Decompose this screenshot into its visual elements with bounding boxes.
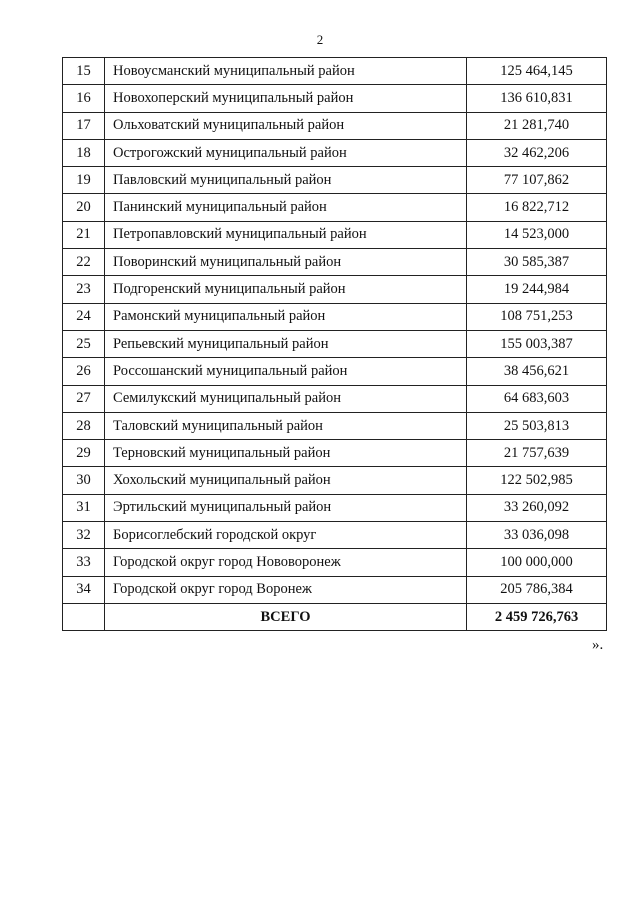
amount-value: 21 757,639 [467,440,607,467]
amount-value: 155 003,387 [467,330,607,357]
table-row [63,194,607,221]
amount-value: 64 683,603 [467,385,607,412]
municipality-name: Терновский муниципальный район [105,440,467,467]
amount-value: 125 464,145 [467,58,607,85]
municipality-name: Эртильский муниципальный район [105,494,467,521]
municipality-name: Подгоренский муниципальный район [105,276,467,303]
municipality-name: Хохольский муниципальный район [105,467,467,494]
row-number: 30 [63,467,105,494]
row-number: 16 [63,85,105,112]
municipality-name: Городской округ город Воронеж [105,576,467,603]
table-row [63,467,607,494]
table-row [63,58,607,85]
table-row [63,440,607,467]
municipality-name: Семилукский муниципальный район [105,385,467,412]
municipality-name: Ольховатский муниципальный район [105,112,467,139]
row-number: 24 [63,303,105,330]
municipality-name: Борисоглебский городской округ [105,522,467,549]
amount-value: 32 462,206 [467,139,607,166]
municipality-name: Новоусманский муниципальный район [105,58,467,85]
total-number-cell [63,603,105,630]
amount-value: 14 523,000 [467,221,607,248]
amount-value: 33 036,098 [467,522,607,549]
row-number: 23 [63,276,105,303]
amount-value: 25 503,813 [467,412,607,439]
amount-value: 21 281,740 [467,112,607,139]
row-number: 17 [63,112,105,139]
table-row [63,522,607,549]
municipality-name: Рамонский муниципальный район [105,303,467,330]
row-number: 22 [63,249,105,276]
table-row [63,576,607,603]
table-row [63,330,607,357]
amount-value: 108 751,253 [467,303,607,330]
amount-value: 136 610,831 [467,85,607,112]
row-number: 34 [63,576,105,603]
amount-value: 122 502,985 [467,467,607,494]
table-row [63,276,607,303]
table-row [63,167,607,194]
municipality-name: Поворинский муниципальный район [105,249,467,276]
amount-value: 38 456,621 [467,358,607,385]
municipality-name: Репьевский муниципальный район [105,330,467,357]
amount-value: 33 260,092 [467,494,607,521]
row-number: 25 [63,330,105,357]
municipality-name: Петропавловский муниципальный район [105,221,467,248]
table-row [63,139,607,166]
table-row [63,549,607,576]
row-number: 29 [63,440,105,467]
row-number: 27 [63,385,105,412]
table-row [63,412,607,439]
table-row [63,112,607,139]
table-row [63,358,607,385]
table-row [63,303,607,330]
table-body [63,58,607,631]
table-row [63,494,607,521]
municipality-name: Таловский муниципальный район [105,412,467,439]
table-row [63,85,607,112]
row-number: 15 [63,58,105,85]
row-number: 26 [63,358,105,385]
row-number: 20 [63,194,105,221]
row-number: 19 [63,167,105,194]
row-number: 33 [63,549,105,576]
row-number: 18 [63,139,105,166]
closing-quote-mark: ». [592,637,604,653]
amount-value: 205 786,384 [467,576,607,603]
amount-value: 16 822,712 [467,194,607,221]
municipality-name: Городской округ город Нововоронеж [105,549,467,576]
row-number: 31 [63,494,105,521]
table-row [63,249,607,276]
table-row [63,385,607,412]
amount-value: 100 000,000 [467,549,607,576]
municipality-name: Павловский муниципальный район [105,167,467,194]
total-value: 2 459 726,763 [467,603,607,630]
row-number: 28 [63,412,105,439]
total-label: ВСЕГО [105,603,467,630]
page-number: 2 [316,32,324,47]
municipality-name: Россошанский муниципальный район [105,358,467,385]
municipality-name: Острогожский муниципальный район [105,139,467,166]
amount-value: 30 585,387 [467,249,607,276]
table-row [63,221,607,248]
allocation-table [62,57,607,631]
row-number: 21 [63,221,105,248]
amount-value: 19 244,984 [467,276,607,303]
total-row [63,603,607,630]
municipality-name: Панинский муниципальный район [105,194,467,221]
row-number: 32 [63,522,105,549]
amount-value: 77 107,862 [467,167,607,194]
municipality-name: Новохоперский муниципальный район [105,85,467,112]
